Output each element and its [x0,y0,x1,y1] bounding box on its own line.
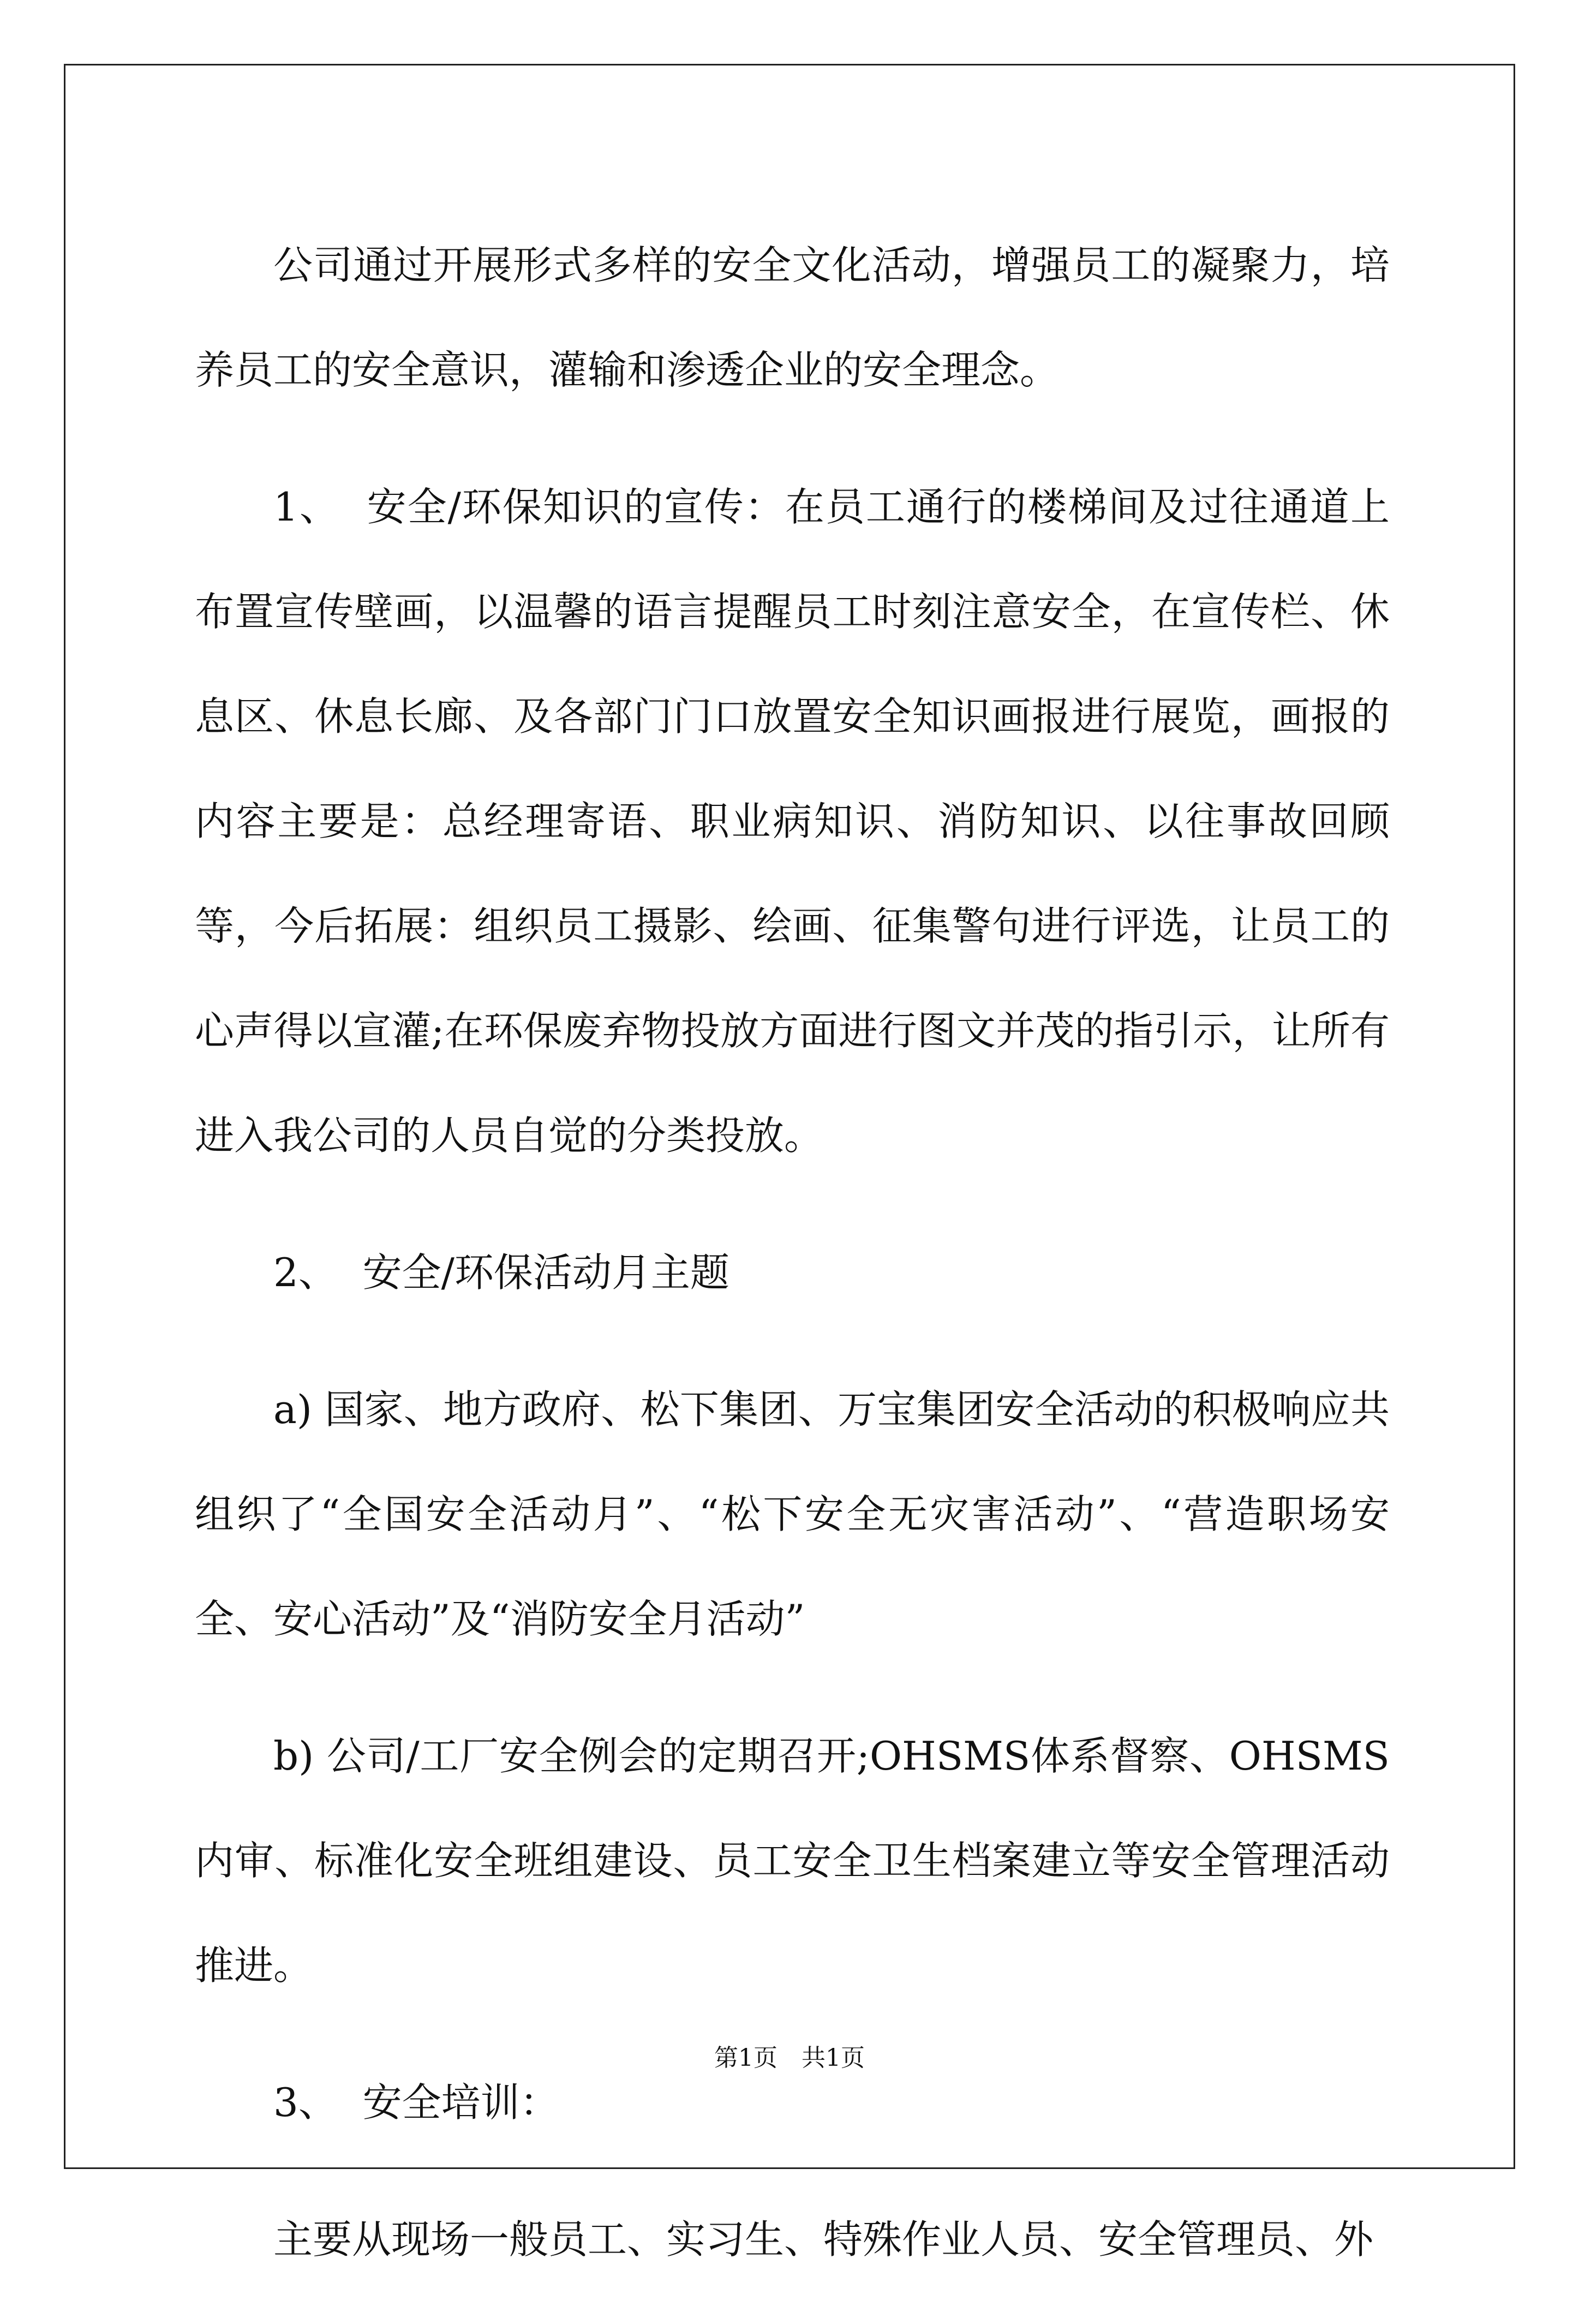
page-total: 共1页 [802,2044,865,2072]
paragraph-item-3-body: 主要从现场一般员工、实习生、特殊作业人员、安全管理员、外 [273,2217,1374,2262]
paragraph-item-2b: b) 公司/工厂安全例会的定期召开;OHSMS体系督察、OHSMS内审、标准化安全班组建设、员工安全卫生档案建立等安全管理活动推进。 [195,1733,1390,1988]
paragraph-item-1: 1、 安全/环保知识的宣传：在员工通行的楼梯间及过往通道上布置宣传壁画，以温馨的语言提醒员工时刻注意安全，在宣传栏、休息区、休息长廊、及各部门门口放置安全知识画报进行展览，画报的内容主要是：总经理寄语、职业病知识、消防知识、以往事故回顾等，今后拓展：组织员工摄影、绘画、征集警句进行评选，让员工的心声得以宣灌;在环保废弃物投放方面进行图文并茂的指引示，让所有进入我公司的人员自觉的分类投放。 [195,484,1390,1158]
document-body [195,213,1390,2324]
paragraph-intro: 公司通过开展形式多样的安全文化活动，增强员工的凝聚力，培养员工的安全意识，灌输和渗透企业的安全理念。 [195,242,1390,393]
page-footer [0,2038,1579,2073]
paragraph-item-2a: a) 国家、地方政府、松下集团、万宝集团安全活动的积极响应共组织了“全国安全活动月”、“松下安全无灾害活动”、“营造职场安全、安心活动”及“消防安全月活动” [195,1387,1390,1642]
paragraph-item-2: 2、 安全/环保活动月主题 [273,1250,729,1295]
page-number: 第1页 [714,2044,777,2072]
paragraph-item-3: 3、 安全培训： [273,2080,559,2125]
